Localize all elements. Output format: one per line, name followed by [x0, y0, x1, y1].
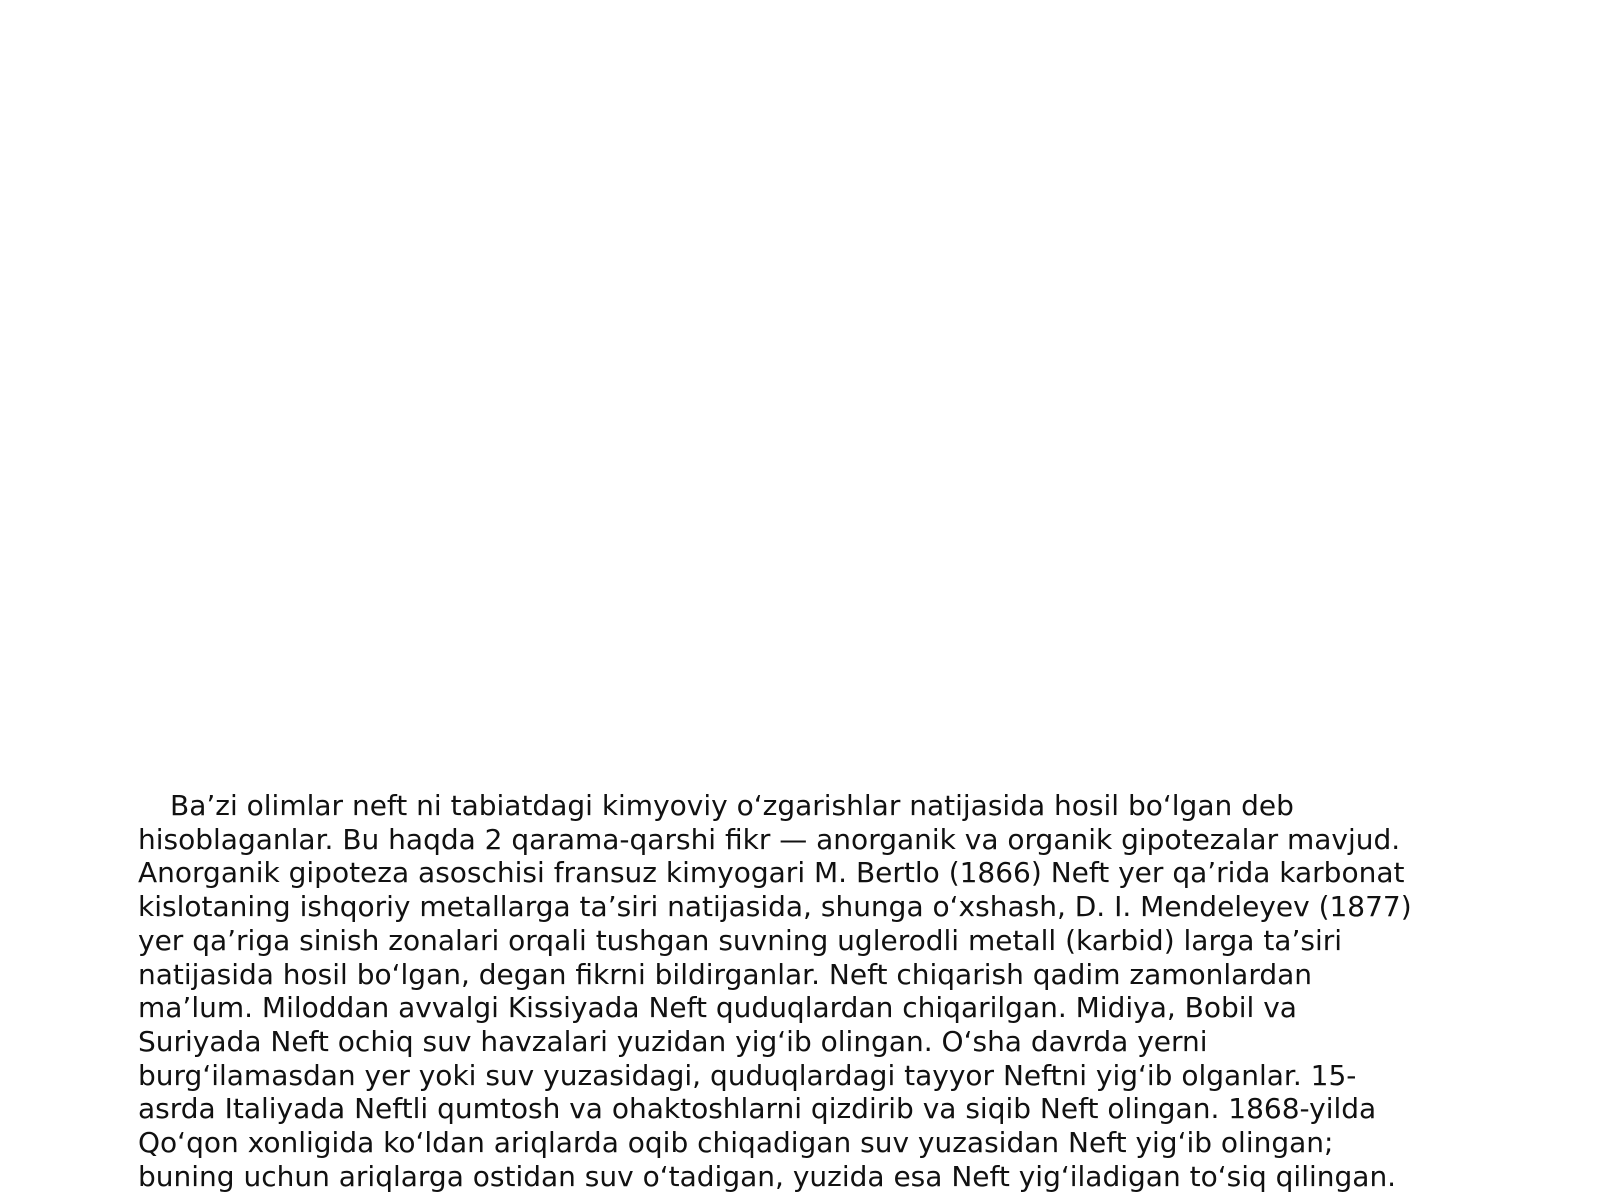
paragraph-line: Anorganik gipoteza asoschisi fransuz kimyogari M. Bertlo (1866) Neft yer qa’rida karbonat — [138, 856, 1405, 890]
paragraph-line: ma’lum. Miloddan avvalgi Kissiyada Neft quduqlardan chiqarilgan. Midiya, Bobil va — [138, 991, 1297, 1025]
paragraph-line: Ba’zi olimlar neft ni tabiatdagi kimyoviy o‘zgarishlar natijasida hosil bo‘lgan deb — [170, 789, 1294, 822]
paragraph-line: buning uchun ariqlarga ostidan suv o‘tadigan, yuzida esa Neft yig‘iladigan to‘siq qilingan. — [138, 1159, 1397, 1193]
paragraph-line: Suriyada Neft ochiq suv havzalari yuzidan yig‘ib olingan. O‘sha davrda yerni — [138, 1024, 1208, 1058]
paragraph-line: asrda Italiyada Neftli qumtosh va ohaktoshlarni qizdirib va siqib Neft olingan. 1868-yilda — [138, 1092, 1377, 1126]
paragraph-line: hisoblaganlar. Bu haqda 2 qarama-qarshi fikr — anorganik va organik gipotezalar mavjud. — [138, 822, 1401, 856]
paragraph-line: yer qa’riga sinish zonalari orqali tushgan suvning uglerodli metall (karbid) larga ta’siri — [138, 923, 1343, 957]
paragraph-line: burg‘ilamasdan yer yoki suv yuzasidagi, quduqlardagi tayyor Neftni yig‘ib olganlar. 15- — [138, 1058, 1357, 1092]
body-paragraph — [138, 789, 1468, 1193]
paragraph-line: kislotaning ishqoriy metallarga ta’siri natijasida, shunga o‘xshash, D. I. Mendeleyev (1877) — [138, 890, 1412, 924]
paragraph-line: Qo‘qon xonligida ko‘ldan ariqlarda oqib chiqadigan suv yuzasidan Neft yig‘ib olingan; — [138, 1126, 1334, 1160]
paragraph-line: natijasida hosil bo‘lgan, degan fikrni bildirganlar. Neft chiqarish qadim zamonlardan — [138, 957, 1313, 991]
